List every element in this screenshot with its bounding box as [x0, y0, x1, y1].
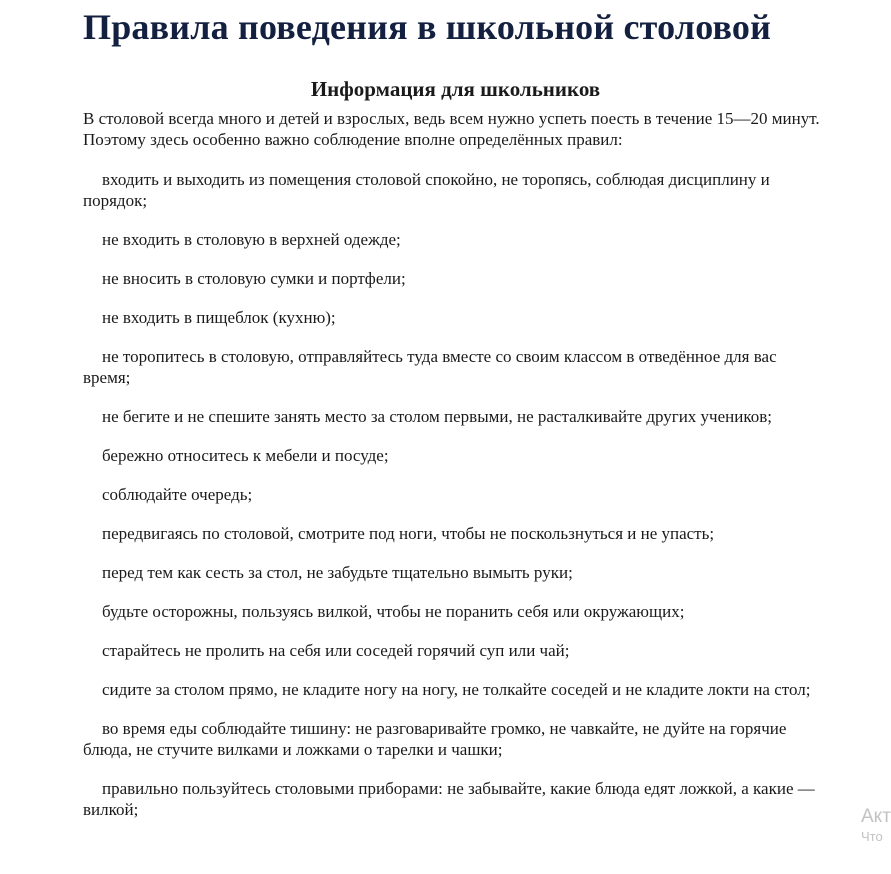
rule-item: не вносить в столовую сумки и портфели;	[102, 269, 406, 288]
rule-item: не входить в пищеблок (кухню);	[102, 308, 336, 327]
rule-item: не входить в столовую в верхней одежде;	[102, 230, 401, 249]
rule-item: входить и выходить из помещения столовой спокойно, не торопясь, соблюдая дисциплину и порядок;	[83, 170, 770, 210]
rules-list	[83, 169, 828, 820]
page-subtitle: Информация для школьников	[310, 77, 601, 101]
rule-item: правильно пользуйтесь столовыми приборами: не забывайте, какие блюда едят ложкой, а какие — вилкой;	[83, 779, 815, 819]
rule-item: во время еды соблюдайте тишину: не разговаривайте громко, не чавкайте, не дуйте на горячие блюда, не стучите вилками и ложками о тарелки и чашки;	[83, 719, 787, 759]
rule-item: старайтесь не пролить на себя или соседей горячий суп или чай;	[102, 641, 570, 660]
rule-item: соблюдайте очередь;	[102, 485, 253, 504]
rule-item: не торопитесь в столовую, отправляйтесь туда вместе со своим классом в отведённое для вас время;	[83, 347, 777, 387]
rule-item: перед тем как сесть за стол, не забудьте тщательно вымыть руки;	[102, 563, 573, 582]
rule-item: сидите за столом прямо, не кладите ногу на ногу, не толкайте соседей и не кладите локти на стол;	[102, 680, 811, 699]
rule-item: бережно относитесь к мебели и посуде;	[102, 446, 389, 465]
page-title: Правила поведения в школьной столовой	[83, 7, 772, 47]
document-page	[83, 0, 828, 820]
watermark-line-1: Акт	[861, 806, 891, 827]
activation-watermark	[861, 806, 891, 846]
rule-item: будьте осторожны, пользуясь вилкой, чтобы не поранить себя или окружающих;	[102, 602, 685, 621]
rule-item: не бегите и не спешите занять место за столом первыми, не расталкивайте других учеников;	[102, 407, 772, 426]
watermark-line-2: Что	[861, 829, 883, 844]
intro-paragraph: В столовой всегда много и детей и взрослых, ведь всем нужно успеть поесть в течение 15—20 минут. Поэтому здесь особенно важно соблюдение вполне определённых правил:	[83, 109, 820, 149]
rule-item: передвигаясь по столовой, смотрите под ноги, чтобы не поскользнуться и не упасть;	[102, 524, 715, 543]
